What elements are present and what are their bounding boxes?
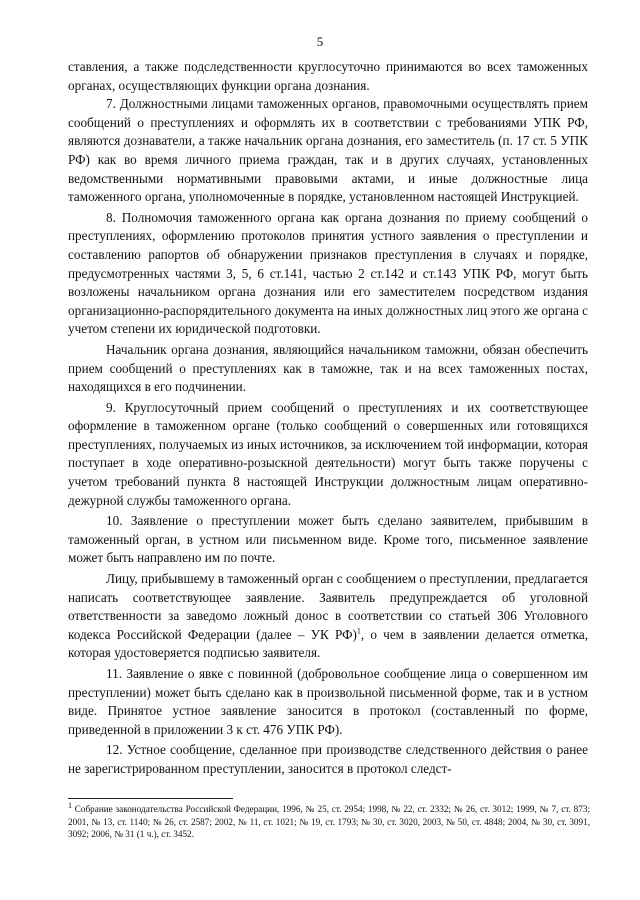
paragraph-continuation: ставления, а также подследственности круглосуточно принимаются во всех таможенных органах, осуществляющих функции органа дознания. bbox=[68, 59, 588, 93]
paragraph-item-11: 11. Заявление о явке с повинной (добровольное сообщение лица о совершенном им преступлении) может быть сделано как в произвольной письменной форме, так и в устном виде. Принятое устное заявление заносится в протокол (составленный по форме, приведенной в приложении 3 к ст. 476 УПК РФ). bbox=[68, 666, 588, 737]
footnote bbox=[68, 800, 590, 841]
document-body bbox=[68, 58, 588, 779]
paragraph-item-12: 12. Устное сообщение, сделанное при производстве следственного действия о ранее не зарегистрированном преступлении, заносится в протокол следст- bbox=[68, 742, 588, 776]
paragraph-head-duty: Начальник органа дознания, являющийся начальником таможни, обязан обеспечить прием сообщений о преступлениях как в таможне, так и на всех таможенных постах, находящихся в его подчинении. bbox=[68, 341, 588, 395]
paragraph-applicant-warning-text: Лицу, прибывшему в таможенный орган с сообщением о преступлении, предлагается написать соответствующее заявление. Заявитель предупреждается об уголовной ответственности за заведомо ложный донос в соответствии со статьей 306 Уголовного кодекса Российской Федерации (далее – УК РФ) bbox=[68, 571, 588, 642]
paragraph-item-9: 9. Круглосуточный прием сообщений о преступлениях и их соответствующее оформление в таможенном органе (только сообщений о совершенных или готовящихся преступлениях, получаемых из иных источников, за исключением той информации, которая поступает в ходе оперативно-розыскной деятельности) могут быть также поручены с учетом требований пункта 8 настоящей Инструкции должностным лицам оперативно-дежурной службы таможенного органа. bbox=[68, 399, 588, 508]
paragraph-applicant-warning-tail: , о чем в заявлении делается отметка, которая удостоверяется подписью заявителя. bbox=[68, 626, 589, 661]
footnote-marker: 1 bbox=[68, 800, 72, 810]
footnote-reference: 1 bbox=[356, 626, 361, 636]
footnote-text: Собрание законодательства Российской Федерации, 1996, № 25, ст. 2954; 1998, № 22, ст. 2332; № 26, ст. 3012; 1999, № 7, ст. 873; 2001, № 13, ст. 1140; № 26, ст. 2587; 2002, № 11, ст. 1021; № 19, ст. 1793; № 30, ст. 3020, 2003, № 50, ст. 4848; 2004, № 30, ст. 3091, 3092; 2006, № 31 (1 ч.), ст. 3452. bbox=[68, 804, 590, 839]
paragraph-item-10: 10. Заявление о преступлении может быть сделано заявителем, прибывшим в таможенный орган, в устном или письменном виде. Кроме того, письменное заявление может быть направлено им по почте. bbox=[68, 513, 588, 566]
paragraph-applicant-warning bbox=[68, 570, 588, 663]
paragraph-item-8: 8. Полномочия таможенного органа как органа дознания по приему сообщений о преступлениях, оформлению протоколов принятия устного заявления о преступлении и составлению рапортов об обнаружении признаков преступления в случаях и порядке, предусмотренных частями 3, 5, 6 ст.141, частью 2 ст.142 и ст.143 УПК РФ, могут быть возложены начальником органа дознания или его заместителем посредством издания организационно-распорядительного документа на иных должностных лиц этого же органа с учетом степени их юридической подготовки. bbox=[68, 209, 588, 337]
paragraph-item-7: 7. Должностными лицами таможенных органов, правомочными осуществлять прием сообщений о преступлениях и оформлять их в соответствии с требованиями УПК РФ, являются дознаватели, а также начальник органа дознания, его заместитель (п. 17 ст. 5 УПК РФ) как во время личного приема граждан, так и в других случаях, установленных ведомственными нормативными правовыми актами, и иные должностные лица таможенного органа, уполномоченные в порядке, установленном настоящей Инструкцией. bbox=[68, 96, 588, 205]
footnote-divider bbox=[68, 798, 233, 799]
page-number: 5 bbox=[316, 34, 324, 49]
